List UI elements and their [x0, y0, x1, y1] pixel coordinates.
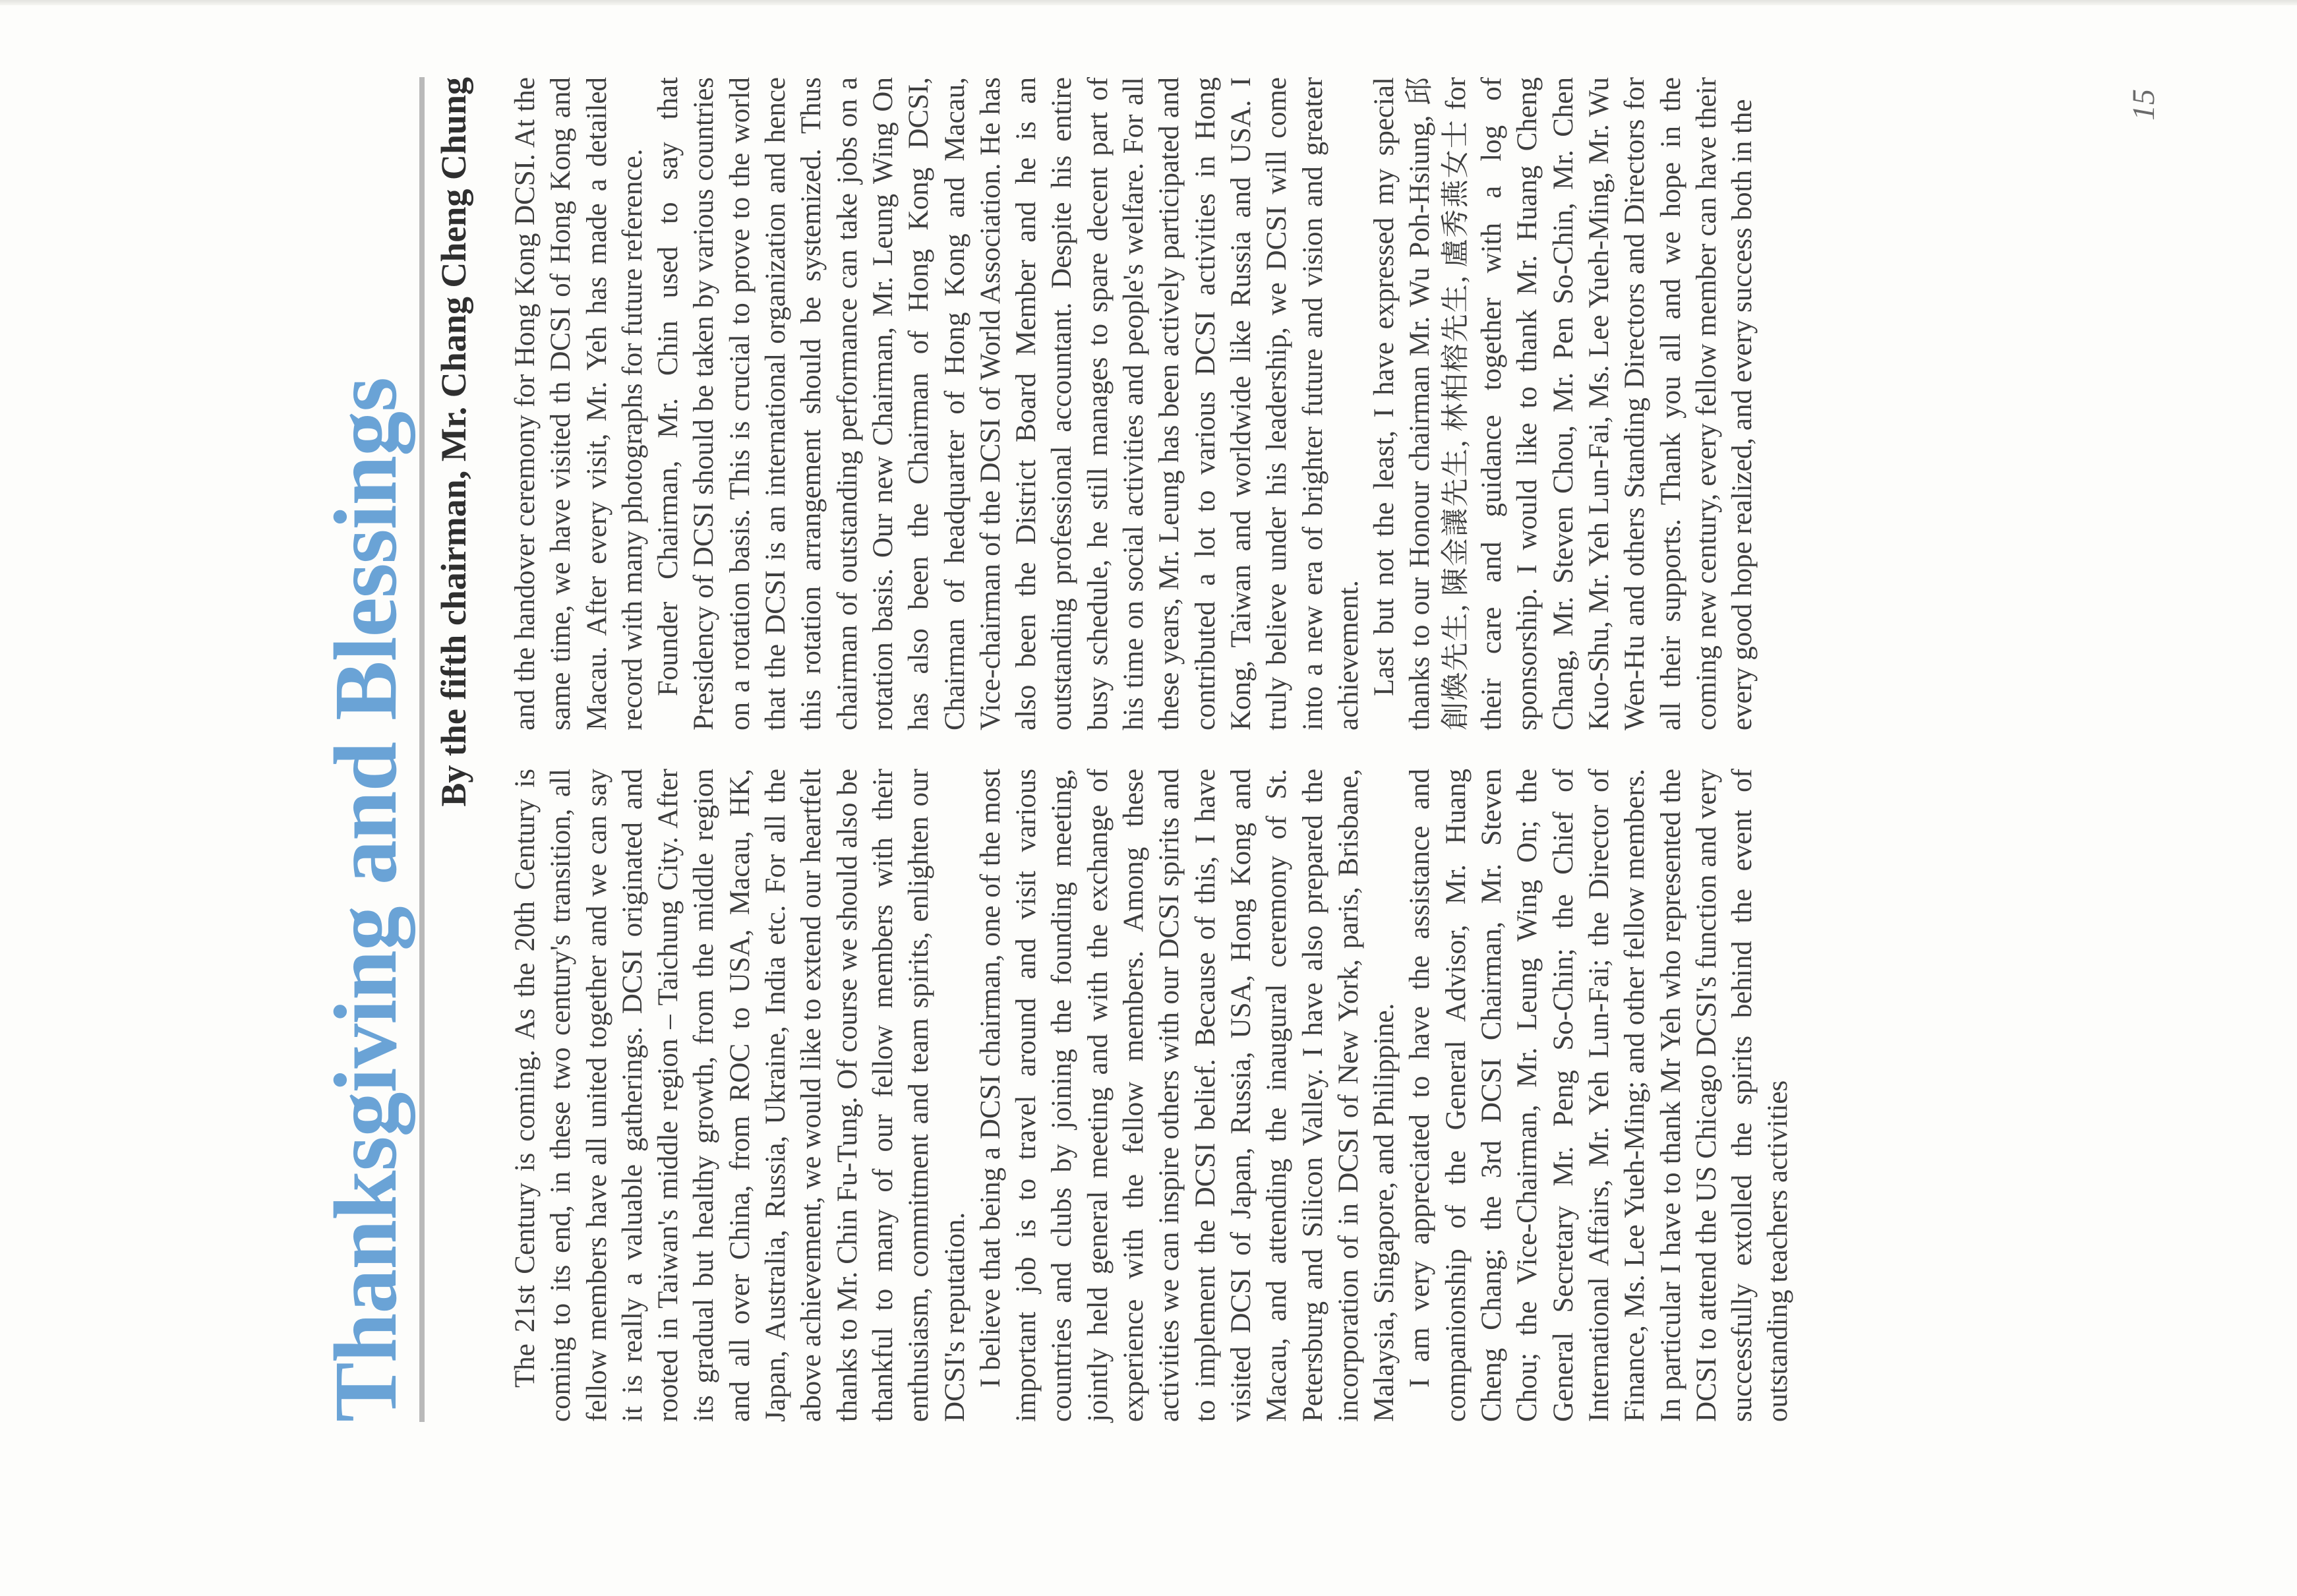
- paragraph-continued: and the handover ceremony for Hong Kong DCSI. At the same time, we have visited th DCSI of Hong Kong and Macau. After every visit, Mr. Yeh has made a detailed record with many photographs for future reference.: [510, 77, 648, 730]
- column-right: [508, 77, 2037, 730]
- paragraph: The 21st Century is coming. As the 20th Century is coming to its end, in these two century's transition, all fellow members have all united together and we can say it is really a valuable gatherings. DCSI originated and rooted in Taiwan's middle region – Taichung City. After its gradual but healthy growth, from the middle region and all over China, from ROC to USA, Macau, HK, Japan, Australia, Russia, Ukraine, India etc. For all the above achievement, we would like to extend our heartfelt thanks to Mr. Chin Fu-Tung. Of course we should also be thankful to many of our fellow members with their enthusiasm, commitment and team spirits, enlighten our DCSI's reputation.: [510, 769, 970, 1422]
- article-byline: By the fifth chairman, Mr. Chang Cheng Chung: [434, 77, 473, 807]
- article-title: Thanksgiving and Blessings: [316, 377, 415, 1422]
- title-rule: [419, 77, 425, 1422]
- paragraph: Last but not the least, I have expressed my special thanks to our Honour chairman Mr. Wu Poh-Hsiung, 邱創煥先生, 陳金讓先生, 林柏榕先生, 盧秀燕女士 for their care and guidance together with a log of sponsorship. I would like to thank Mr. Huang Cheng Chang, Mr. Steven Chou, Mr. Pen So-Chin, Mr. Chen Kuo-Shu, Mr. Yeh Lun-Fai, Ms. Lee Yueh-Ming, Mr. Wu Wen-Hu and others Standing Directors and Directors for all their supports. Thank you all and we hope in the coming new century, every fellow member can have their every good hope realized, and every success both in the: [1369, 77, 1758, 730]
- article-body: [508, 77, 2037, 1422]
- paragraph: I believe that being a DCSI chairman, one of the most important job is to travel around and visit various countries and clubs by joining the founding meeting, jointly held general meeting and with the exchange of experience with the fellow members. Among these activities we can inspire others with our DCSI spirits and to implement the DCSI belief. Because of this, I have visited DCSI of Japan, Russia, USA, Hong Kong and Macau, and attending the inaugural ceremony of St. Petersburg and Silicon Valley. I have also prepared the incorporation of in DCSI of New York, paris, Brisbane, Malaysia, Singapore, and Philippine.: [974, 769, 1400, 1422]
- paragraph: Founder Chairman, Mr. Chin used to say that Presidency of DCSI should be taken by various countries on a rotation basis. This is crucial to prove to the world that the DCSI is an international organization and hence this rotation arrangement should be systemized. Thus chairman of outstanding performance can take jobs on a rotation basis. Our new Chairman, Mr. Leung Wing On has also been the Chairman of Hong Kong DCSI, Chairman of headquarter of Hong Kong and Macau, Vice-chairman of the DCSI of World Association. He has also been the District Board Member and he is an outstanding professional accountant. Despite his entire busy schedule, he still manages to spare decent part of his time on social activities and people's welfare. For all these years, Mr. Leung has been actively participated and contributed a lot to various DCSI activities in Hong Kong, Taiwan and worldwide like Russia and USA. I truly believe under his leadership, we DCSI will come into a new era of brighter future and vision and greater achievement.: [653, 77, 1364, 730]
- column-left: [508, 769, 2037, 1422]
- page-number: 15: [2126, 89, 2161, 121]
- paragraph: I am very appreciated to have the assistance and companionship of the General Advisor, Mr. Huang Cheng Chang; the 3rd DCSI Chairman, Mr. Steven Chou; the Vice-Chairman, Mr. Leung Wing On; the General Secretary Mr. Peng So-Chin; the Chief of International Affairs, Mr. Yeh Lun-Fai; the Director of Finance, Ms. Lee Yueh-Ming; and other fellow members. In particular I have to thank Mr Yeh who represented the DCSI to attend the US Chicago DCSI's function and very successfully extolled the spirits behind the event of outstanding teachers activities: [1404, 769, 1794, 1422]
